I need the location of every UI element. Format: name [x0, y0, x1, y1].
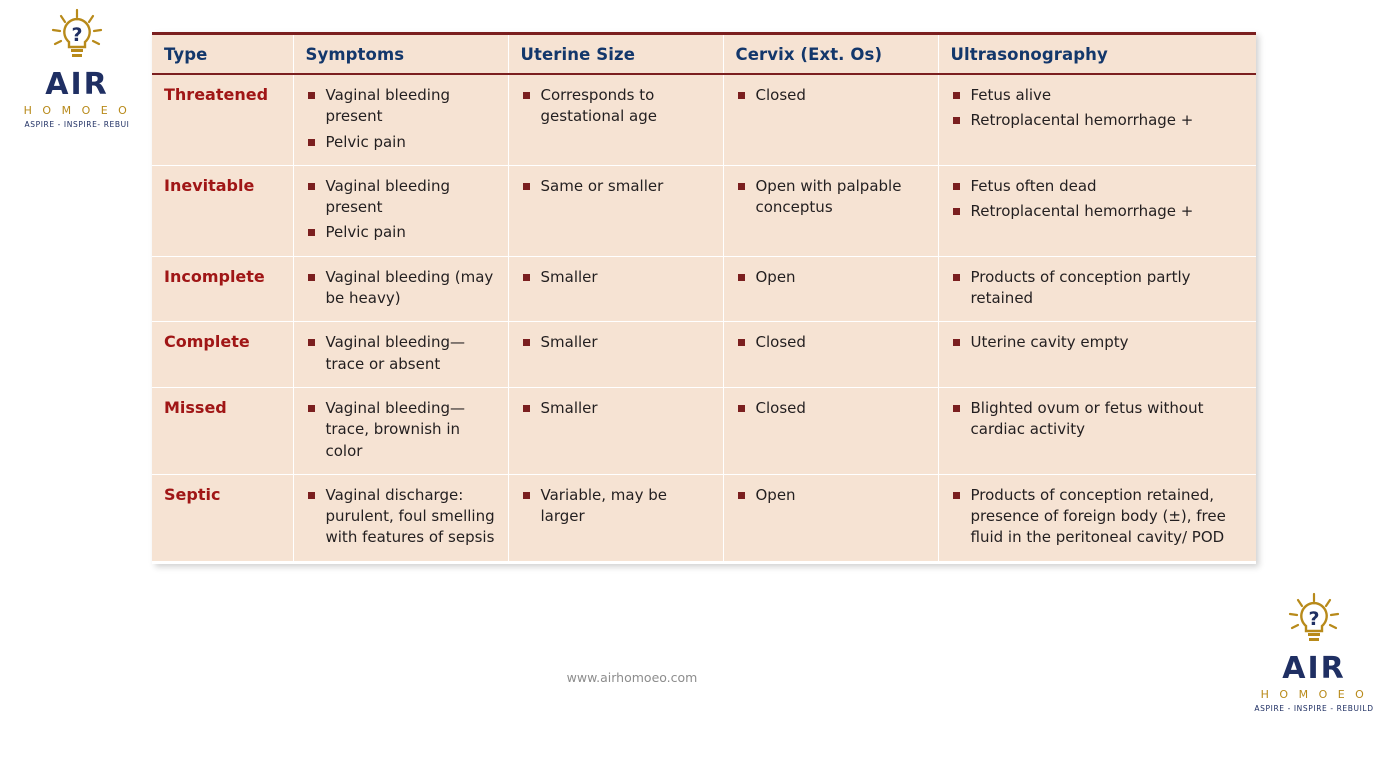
abortion-types-table — [152, 32, 1256, 564]
brand-tagline: ASPIRE - INSPIRE - REBUILD — [1254, 704, 1374, 713]
list-item: Closed — [736, 398, 926, 419]
cell-cervix — [723, 322, 938, 388]
list-item: Retroplacental hemorrhage + — [951, 201, 1245, 222]
cell-ultrasonography — [938, 387, 1256, 474]
cell-uterine-size — [508, 474, 723, 562]
table-row — [152, 256, 1256, 322]
cell-type — [152, 322, 293, 388]
brand-tagline: ASPIRE - INSPIRE- REBUI — [24, 120, 130, 129]
table-header-row — [152, 34, 1256, 75]
table-row — [152, 474, 1256, 562]
cell-ultrasonography — [938, 256, 1256, 322]
list-item: Uterine cavity empty — [951, 332, 1245, 353]
logo-top — [18, 8, 136, 129]
list-item: Vaginal bleeding present — [306, 176, 496, 219]
cell-ultrasonography — [938, 74, 1256, 165]
list-item: Blighted ovum or fetus without cardiac activity — [951, 398, 1245, 441]
list-item: Vaginal bleeding (may be heavy) — [306, 267, 496, 310]
table-row — [152, 74, 1256, 165]
list-item: Vaginal bleeding—trace, brownish in color — [306, 398, 496, 462]
cell-cervix — [723, 74, 938, 165]
cell-uterine-size — [508, 74, 723, 165]
lightbulb-icon — [41, 8, 113, 64]
cell-type — [152, 74, 293, 165]
row-label: Incomplete — [164, 266, 265, 286]
cell-cervix — [723, 387, 938, 474]
brand-name: AIR — [45, 67, 109, 102]
list-item: Vaginal bleeding—trace or absent — [306, 332, 496, 375]
cell-symptoms — [293, 322, 508, 388]
cell-uterine-size — [508, 165, 723, 256]
cell-cervix — [723, 165, 938, 256]
row-label: Inevitable — [164, 175, 255, 195]
list-item: Pelvic pain — [306, 132, 496, 153]
footer-url: www.airhomoeo.com — [566, 670, 698, 685]
cell-uterine-size — [508, 322, 723, 388]
list-item: Variable, may be larger — [521, 485, 711, 528]
list-item: Smaller — [521, 267, 711, 288]
list-item: Open — [736, 267, 926, 288]
cell-type — [152, 387, 293, 474]
list-item: Open — [736, 485, 926, 506]
column-header-type: Type — [152, 34, 293, 75]
row-label: Complete — [164, 332, 250, 352]
cell-type — [152, 474, 293, 562]
svg-text:?: ? — [1308, 608, 1320, 630]
list-item: Products of conception retained, presence of foreign body (±), free fluid in the peritoneal cavity/ POD — [951, 485, 1245, 549]
column-header-cervix: Cervix (Ext. Os) — [723, 34, 938, 75]
list-item: Closed — [736, 85, 926, 106]
list-item: Smaller — [521, 332, 711, 353]
list-item: Fetus alive — [951, 85, 1245, 106]
cell-cervix — [723, 474, 938, 562]
cell-symptoms — [293, 387, 508, 474]
column-header-ultrasonography: Ultrasonography — [938, 34, 1256, 75]
list-item: Pelvic pain — [306, 222, 496, 243]
cell-cervix — [723, 256, 938, 322]
cell-ultrasonography — [938, 474, 1256, 562]
column-header-uterine-size: Uterine Size — [508, 34, 723, 75]
cell-uterine-size — [508, 256, 723, 322]
brand-subtitle: H O M O E O — [1260, 688, 1368, 701]
table-row — [152, 322, 1256, 388]
row-label: Septic — [164, 484, 221, 504]
list-item: Fetus often dead — [951, 176, 1245, 197]
list-item: Retroplacental hemorrhage + — [951, 110, 1245, 131]
list-item: Open with palpable conceptus — [736, 176, 926, 219]
row-label: Missed — [164, 397, 227, 417]
cell-symptoms — [293, 165, 508, 256]
cell-type — [152, 256, 293, 322]
cell-uterine-size — [508, 387, 723, 474]
cell-symptoms — [293, 74, 508, 165]
cell-ultrasonography — [938, 165, 1256, 256]
list-item: Corresponds to gestational age — [521, 85, 711, 128]
logo-bottom — [1252, 592, 1376, 713]
column-header-symptoms: Symptoms — [293, 34, 508, 75]
lightbulb-icon — [1278, 592, 1350, 648]
cell-symptoms — [293, 474, 508, 562]
table-row — [152, 387, 1256, 474]
cell-symptoms — [293, 256, 508, 322]
cell-type — [152, 165, 293, 256]
brand-subtitle: H O M O E O — [23, 104, 131, 117]
brand-name: AIR — [1282, 651, 1346, 686]
list-item: Same or smaller — [521, 176, 711, 197]
table-row — [152, 165, 1256, 256]
list-item: Closed — [736, 332, 926, 353]
cell-ultrasonography — [938, 322, 1256, 388]
svg-text:?: ? — [71, 24, 83, 46]
list-item: Products of conception partly retained — [951, 267, 1245, 310]
list-item: Vaginal bleeding present — [306, 85, 496, 128]
list-item: Vaginal discharge: purulent, foul smelling with features of sepsis — [306, 485, 496, 549]
list-item: Smaller — [521, 398, 711, 419]
row-label: Threatened — [164, 85, 269, 104]
